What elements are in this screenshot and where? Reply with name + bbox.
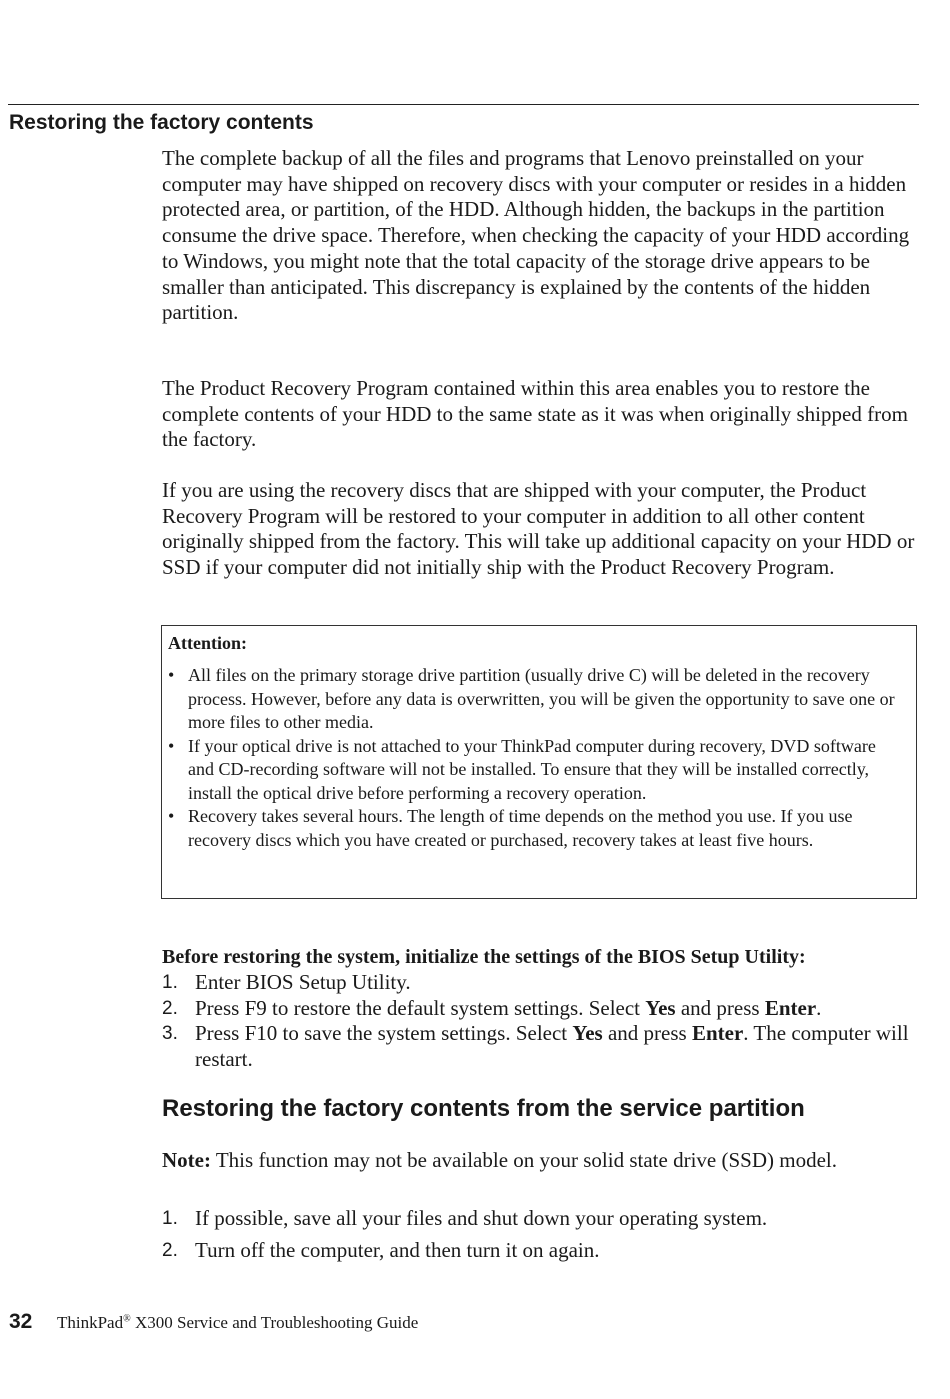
note: [162, 1148, 920, 1174]
step-text: Enter BIOS Setup Utility.: [195, 970, 411, 994]
step-number: 1.: [162, 1208, 178, 1229]
attention-title: Attention:: [168, 633, 247, 653]
key-enter: Enter: [691, 1021, 744, 1046]
service-step: [162, 1238, 920, 1264]
note-text: This function may not be available on your solid state drive (SSD) model.: [210, 1148, 837, 1172]
bios-step: [162, 970, 920, 996]
attention-item: [168, 805, 906, 852]
attention-list: [168, 664, 906, 852]
top-rule: [8, 104, 919, 105]
step-text-mid: and press: [675, 995, 765, 1020]
key-yes: Yes: [645, 995, 676, 1020]
attention-item: [168, 664, 906, 735]
attention-item-text: If your optical drive is not attached to your ThinkPad computer during recovery, DVD software and CD-recording software will not be installed. To ensure that they will be installed correctly, install the optical drive before performing a recovery operation.: [188, 735, 876, 803]
step-number: 1.: [162, 972, 178, 993]
bullet-icon: •: [168, 806, 175, 826]
service-steps-list: [162, 1206, 920, 1269]
step-text: Turn off the computer, and then turn it on again.: [195, 1237, 600, 1262]
registered-mark: ®: [123, 1313, 131, 1325]
page-footer: [9, 1310, 418, 1334]
step-number: 2.: [162, 997, 178, 1019]
bullet-icon: •: [168, 665, 175, 685]
bios-steps-list: [162, 970, 920, 1072]
key-yes: Yes: [572, 1021, 603, 1046]
guide-title: [57, 1313, 418, 1332]
attention-box: [161, 625, 917, 899]
page-number: 32: [9, 1310, 33, 1333]
paragraph-recovery-discs: If you are using the recovery discs that are shipped with your computer, the Product Recovery Program will be restored to your computer in addition to all other content originally shipped from the factory. This will take up additional capacity on your HDD or SSD if your computer did not initially ship with the Product Recovery Program.: [162, 478, 915, 580]
brand-name: ThinkPad: [57, 1313, 124, 1332]
paragraph-recovery-program: The Product Recovery Program contained within this area enables you to restore the complete contents of your HDD to the same state as it was when originally shipped from the factory.: [162, 376, 908, 452]
section-heading: Restoring the factory contents: [9, 111, 314, 134]
service-step: [162, 1206, 920, 1232]
step-text-post: . The computer will restart.: [195, 1021, 909, 1071]
bios-step: [162, 1021, 920, 1072]
step-text-post: .: [816, 995, 822, 1020]
step-text: If possible, save all your files and shut down your operating system.: [195, 1206, 768, 1230]
step-text-mid: and press: [602, 1021, 692, 1046]
paragraph-backup-intro: The complete backup of all the files and programs that Lenovo preinstalled on your computer may have shipped on recovery discs with your computer or resides in a hidden protected area, or partition, of the HDD. Although hidden, the backups in the partition consume the drive space. Therefore, when checking the capacity of your HDD according to Windows, you might note that the total capacity of the storage drive appears to be smaller than anticipated. This discrepancy is explained by the contents of the hidden partition.: [162, 146, 910, 325]
step-text-pre: Press F10 to save the system settings. Select: [195, 1021, 573, 1046]
bios-step: [162, 996, 920, 1022]
attention-item: [168, 735, 906, 806]
step-number: 2.: [162, 1239, 178, 1261]
key-enter: Enter: [764, 995, 817, 1020]
attention-item-text: Recovery takes several hours. The length of time depends on the method you use. If you use recovery discs which you have created or purchased, recovery takes at least five hours.: [188, 806, 853, 850]
step-number: 3.: [162, 1023, 178, 1045]
step-text-pre: Press F9 to restore the default system settings. Select: [195, 995, 646, 1020]
attention-item-text: All files on the primary storage drive partition (usually drive C) will be deleted in the recovery process. However, before any data is overwritten, you will be given the opportunity to save one or more files to other media.: [188, 665, 895, 732]
bullet-icon: •: [168, 735, 175, 756]
bios-lead: Before restoring the system, initialize the settings of the BIOS Setup Utility:: [162, 946, 806, 968]
guide-title-rest: X300 Service and Troubleshooting Guide: [130, 1313, 419, 1332]
service-partition-heading: Restoring the factory contents from the service partition: [162, 1095, 805, 1122]
note-label: Note:: [162, 1148, 211, 1172]
